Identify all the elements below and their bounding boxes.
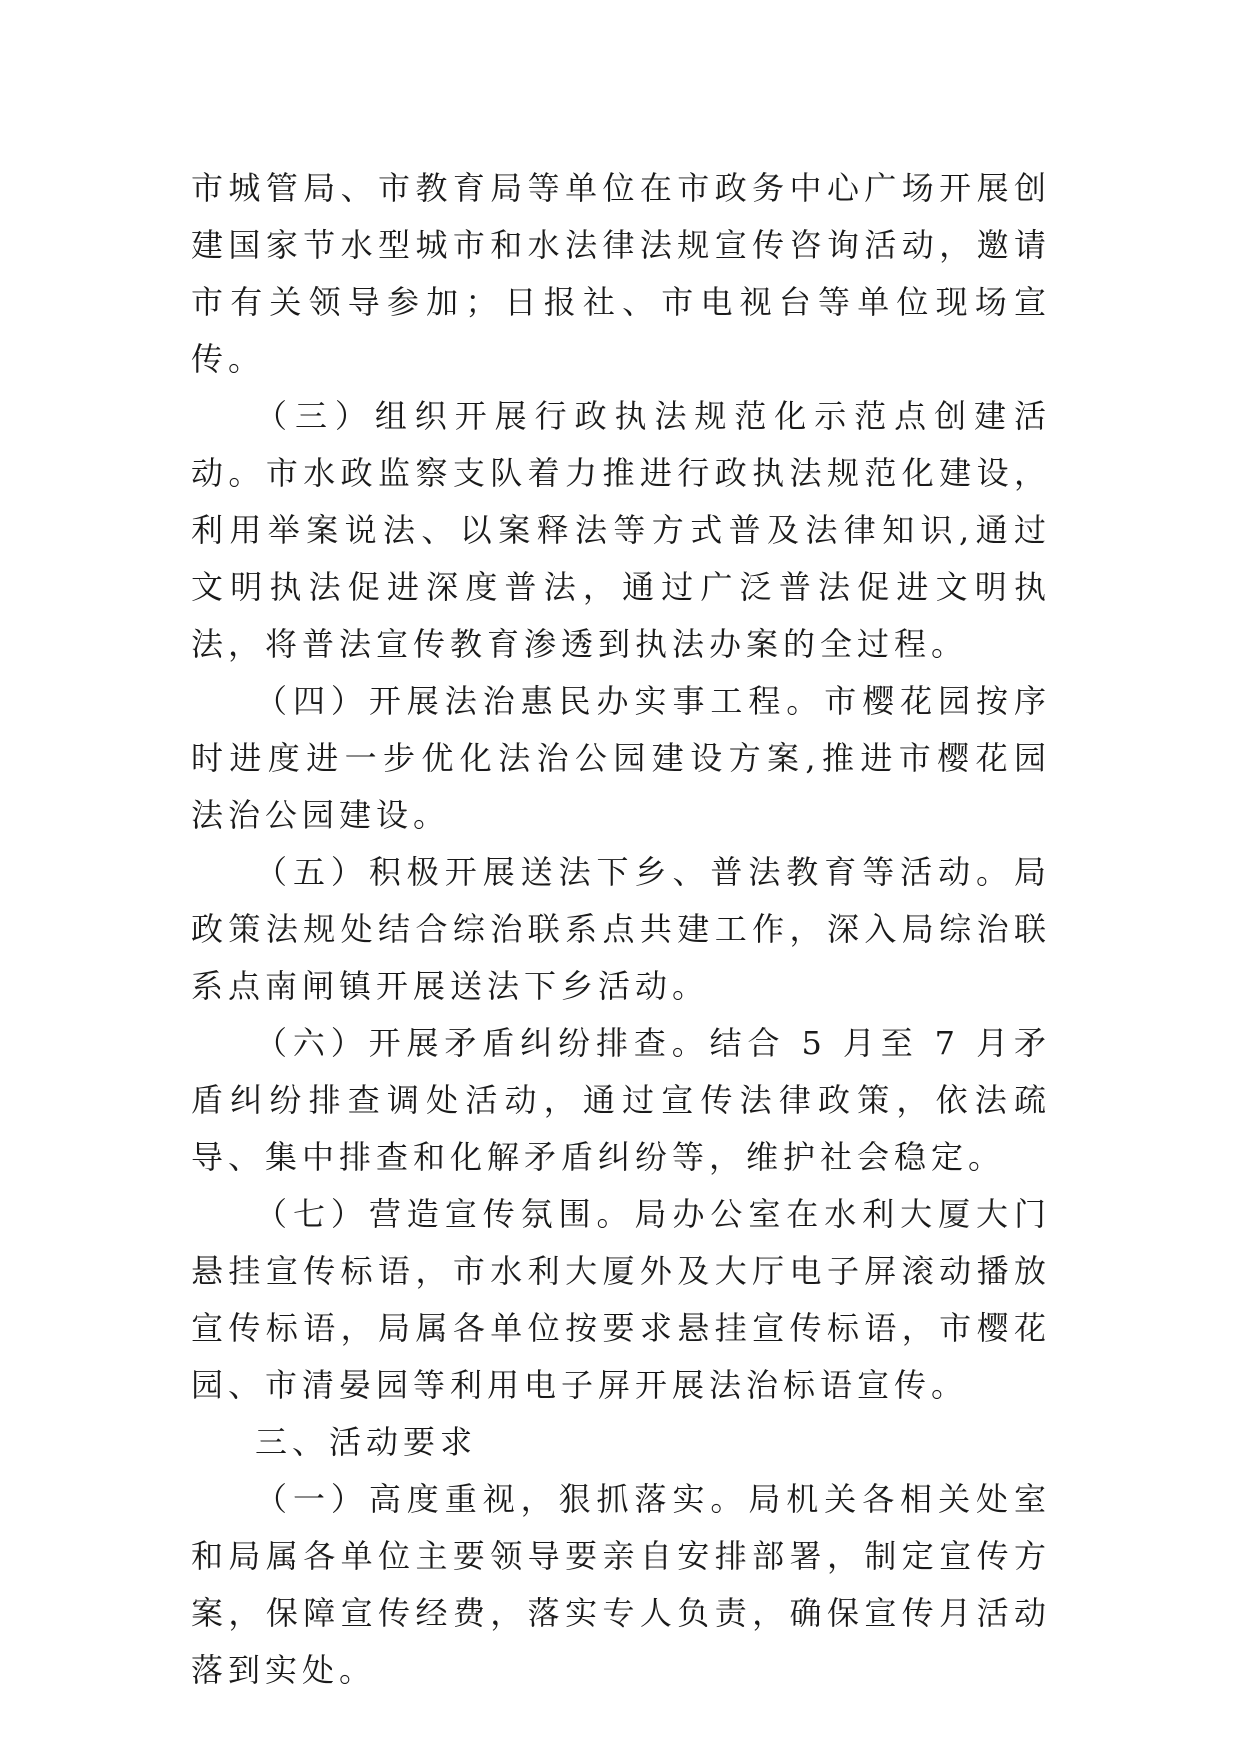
paragraph-item-5: （五）积极开展送法下乡、普法教育等活动。局政策法规处结合综治联系点共建工作，深入局综治联系点南闸镇开展送法下乡活动。 — [191, 853, 1051, 1005]
paragraph-requirement-1: （一）高度重视，狠抓落实。局机关各相关处室和局属各单位主要领导要亲自安排部署，制定宣传方案，保障宣传经费，落实专人负责，确保宣传月活动落到实处。 — [191, 1480, 1051, 1689]
section-heading-requirements: 三、活动要求 — [255, 1423, 478, 1461]
paragraph-item-3: （三）组织开展行政执法规范化示范点创建活动。市水政监察支队着力推进行政执法规范化建设，利用举案说法、以案释法等方式普及法律知识,通过文明执法促进深度普法，通过广泛普法促进文明执法，将普法宣传教育渗透到执法办案的全过程。 — [191, 397, 1051, 663]
paragraph-item-7: （七）营造宣传氛围。局办公室在水利大厦大门悬挂宣传标语，市水利大厦外及大厅电子屏滚动播放宣传标语，局属各单位按要求悬挂宣传标语，市樱花园、市清晏园等利用电子屏开展法治标语宣传。 — [191, 1195, 1051, 1404]
document-body — [191, 160, 1051, 1699]
paragraph-continuation: 市城管局、市教育局等单位在市政务中心广场开展创建国家节水型城市和水法律法规宣传咨询活动，邀请市有关领导参加；日报社、市电视台等单位现场宣传。 — [191, 169, 1051, 378]
paragraph-item-4: （四）开展法治惠民办实事工程。市樱花园按序时进度进一步优化法治公园建设方案,推进市樱花园法治公园建设。 — [191, 682, 1051, 834]
paragraph-item-6: （六）开展矛盾纠纷排查。结合 5 月至 7 月矛盾纠纷排查调处活动，通过宣传法律政策，依法疏导、集中排查和化解矛盾纠纷等，维护社会稳定。 — [191, 1024, 1051, 1176]
